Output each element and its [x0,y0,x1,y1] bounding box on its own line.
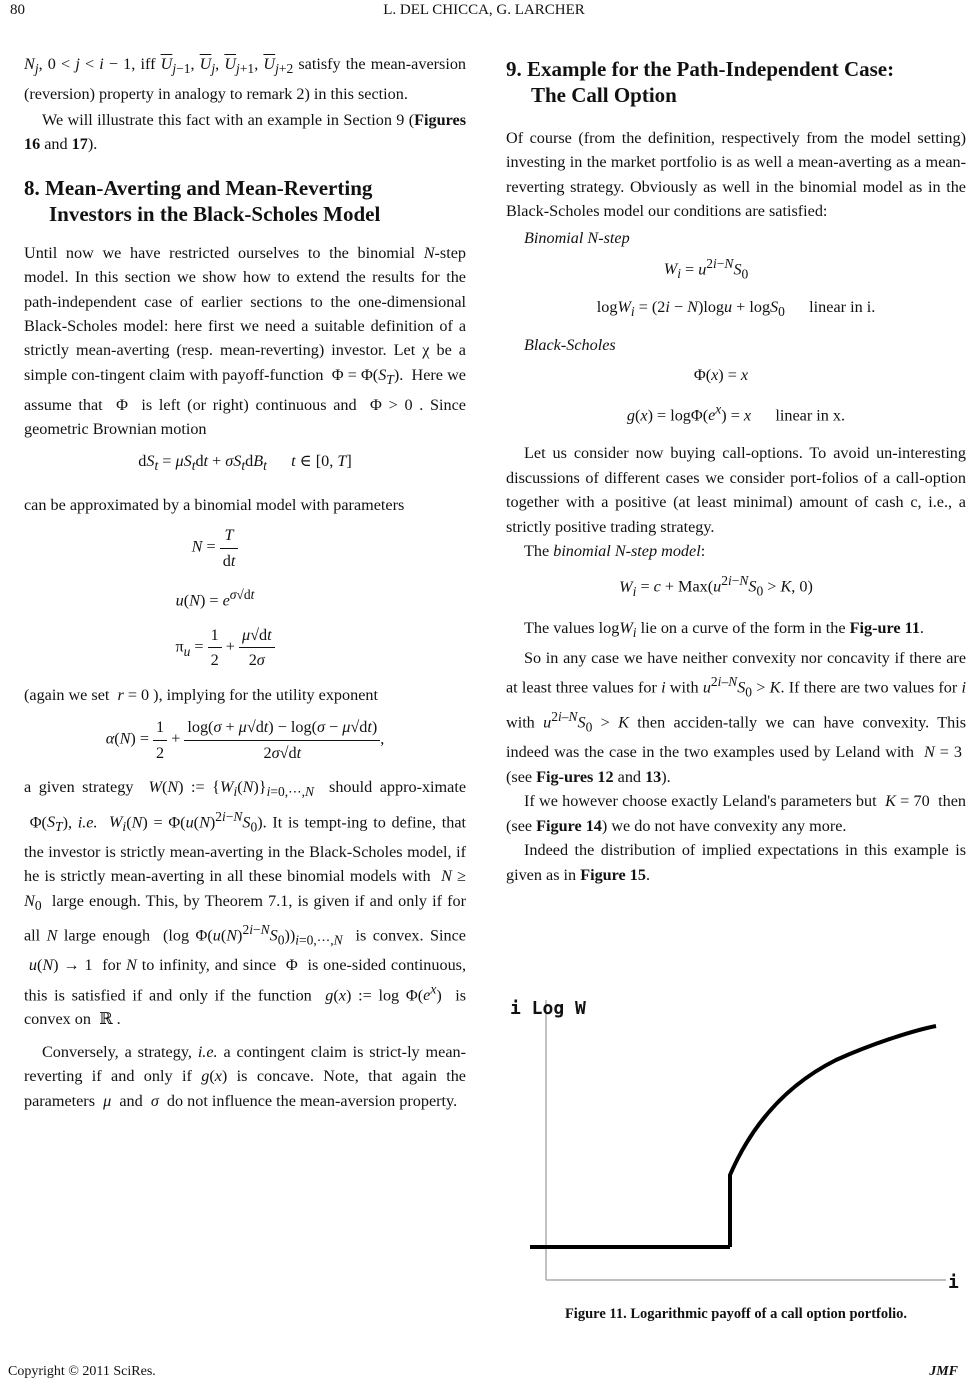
left-para-0: $N_j$, 0 < j < i − 1, iff $\overline{U}_{j-1}$, $\overline{U}_j$, $\overline{U}_{j+1}$, $\overline{U}_{j+2}$ satisfy the mean-aversion (reversion) property in analogy to remark 2) in this section. [24,55,467,103]
equation-u: $u(N) = e^{\sigma√dt}$ [175,587,255,610]
equation-Wi: $W_i = u^{2i-N}S_0$ [663,256,749,282]
right-para-3: The binomial N-step model: [524,541,706,560]
left-para-1: We will illustrate this fact with an example in Section 9 (Figures 16 and 17). [24,111,466,154]
right-para-4: The values logW$_i$ lie on a curve of the form in the Fig-ure 11. [524,619,924,641]
equation-pi: $\pi_u$ = $\frac{1}{2}$ + $\frac{\mu√dt}{2\sigma}$ [0,623,466,673]
left-column [24,52,466,1113]
binomial-label: Binomial N-step [524,228,630,247]
linear-in-i: linear in i. [809,298,876,317]
equation-g-x: $g(x) = \log\Phi(e^x) = x$ linear in x. [626,401,846,424]
running-header-authors: L. DEL CHICCA, G. LARCHER [383,2,585,18]
figure-11-caption: Figure 11. Logarithmic payoff of a call option portfolio. [564,1306,908,1322]
figure-11 [506,990,966,1330]
right-column [506,56,966,887]
footer-journal: JMF [929,1364,958,1379]
left-para-4: (again we set r = 0 ), implying for the utility exponent [24,685,378,704]
y-axis-label: i Log W [510,998,586,1019]
equation-phi-x: Φ(x) = x [693,366,749,385]
left-para-5: a given strategy W(N) := $\{W_i(N)\}_{i=0,\cdots,N}$ should appro-ximate $\Phi(S_T)$, i.e. $W_i(N) = \Phi(u(N)^{2i-N}S_0)$. It is tempt-ing to define, that the investor is strictly mean-averting in the Black-Scholes model, if he is strictly mean-averting in all these binomial models with $N \ge N_0$ large enough. This, by Theorem 7.1, is given if and only if for all N large enough (log $\Phi(u(N)^{2i-N}S_0))_{i=0,\cdots,N}$ is convex. Since u(N) → 1 for N to infinity, and since Φ is one-sided continuous, this is satisfied if and only if the function g(x) := $\log \Phi(e^x)$ is convex on ℝ . [24,778,467,1029]
equation-logWi: logW$_i$ = (2i − N)logu + logS$_0$ linear in i. [596,298,876,320]
black-scholes-label: Black-Scholes [524,335,616,354]
section-9-heading: 9. Example for the Path-Independent Case: The Call Option [506,57,895,107]
footer-copyright: Copyright © 2011 SciRes. [8,1364,156,1379]
left-para-3: can be approximated by a binomial model with parameters [24,495,405,514]
equation-N: N = $\frac{T}{dt}$ [0,523,466,573]
right-para-5: So in any case we have neither convexity nor concavity if there are at least three values for i with $u^{2i-N}S_0 > K$. If there are two values for i with $u^{2i-N}S_0 > K$ then acciden-tally we can have convexity. This indeed was the case in the two examples used by Leland with N = 3 (see Fig-ures 12 and 13). [506,649,967,786]
section-8-heading: 8. Mean-Averting and Mean-Reverting Investors in the Black-Scholes Model [24,175,381,226]
left-para-6: Conversely, a strategy, i.e. a contingent claim is strict-ly mean-reverting if and only if g(x) is concave. Note, that again the parameters μ and σ do not influence the mean-aversion property. [24,1042,466,1110]
rising-curve [730,1026,936,1247]
linear-in-x: linear in x. [775,405,846,424]
equation-gbm: $dS_t = \mu S_tdt + \sigma S_tdB_t$ t ∈ [0, T] [138,452,352,474]
right-para-6: If we however choose exactly Leland's parameters but K = 70 then (see Figure 14) we do not have convexity any more. [506,792,967,835]
page-number: 80 [10,2,25,18]
left-para-2: Until now we have restricted ourselves to the binomial N-step model. In this section we show how to extend the results for the path-independent case of earlier sections to the one-dimensional Black-Scholes model: here first we need a suitable definition of a strictly mean-averting (resp. mean-reverting) investor. Let χ be a simple con-tingent claim with payoff-function $\Phi = \Phi(S_T)$. Here we assume that Φ is left (or right) continuous and Φ > 0 . Since geometric Brownian motion [24,243,466,438]
x-axis-label: i [948,1272,959,1293]
equation-call: $W_i = c + Max(u^{2i-N}S_0 > K$, 0) [619,573,813,599]
right-para-7: Indeed the distribution of implied expectations in this example is given as in Figure 15. [506,841,966,884]
equation-alpha: α(N) = $\frac{1}{2}$ + $\frac{\log(\sigma + \mu√dt) - \log(\sigma - \mu√dt)}{2\sigma√dt}$ , [24,715,466,765]
right-para-1: Of course (from the definition, respectively from the model setting) investing in the market portfolio is as well a mean-averting as a mean-reverting strategy. Obviously as well in the binomial model as in the Black-Scholes model our conditions are satisfied: [506,129,966,221]
right-para-2: Let us consider now buying call-options. To avoid un-interesting discussions of different cases we consider port-folios of a call-option together with a positive (at least minimal) amount of cash c, i.e., a strictly positive trading strategy. [506,444,966,536]
figure-11-plot [506,990,966,1300]
